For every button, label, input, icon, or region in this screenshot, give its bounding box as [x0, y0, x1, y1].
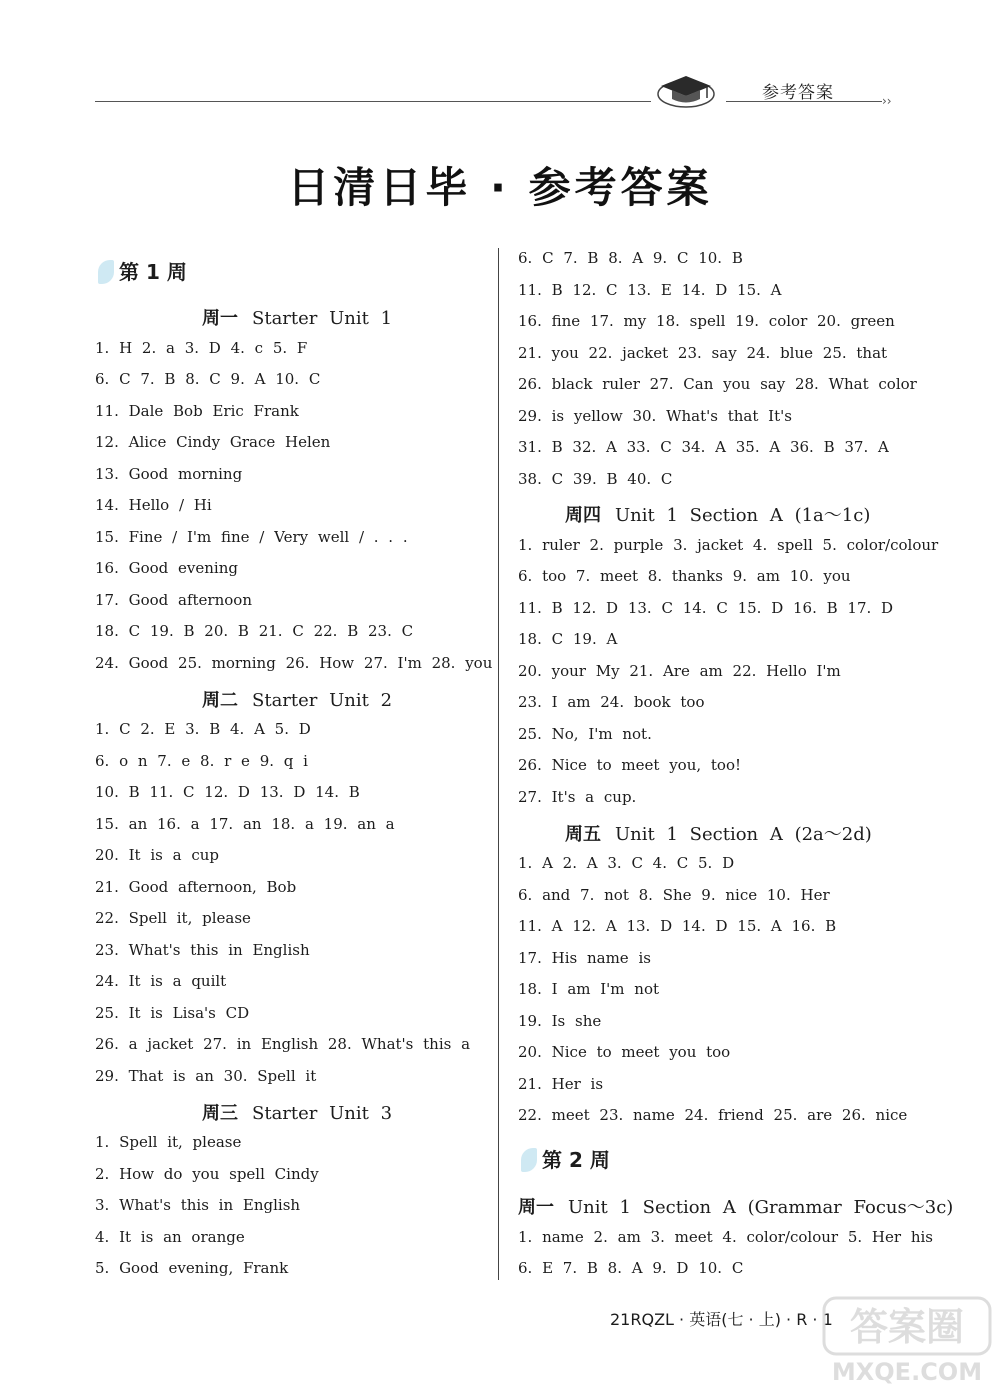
answer-line: 11. Dale Bob Eric Frank — [95, 402, 299, 420]
answer-line: 11. B 12. D 13. C 14. C 15. D 16. B 17. D — [518, 599, 894, 617]
unit-label: Starter Unit 1 — [252, 308, 393, 329]
answer-line: 18. I am I'm not — [518, 980, 660, 998]
day-label: 周一 — [518, 1197, 554, 1218]
answer-line: 21. you 22. jacket 23. say 24. blue 25. that — [518, 344, 888, 362]
answer-line: 22. meet 23. name 24. friend 25. are 26. nice — [518, 1106, 908, 1124]
unit-label: Unit 1 Section A (2a～2d) — [615, 824, 872, 845]
answer-line: 1. ruler 2. purple 3. jacket 4. spell 5. color/colour — [518, 536, 939, 554]
section-heading — [202, 304, 392, 330]
answer-line: 29. is yellow 30. What's that It's — [518, 407, 792, 425]
answer-line: 25. It is Lisa's CD — [95, 1004, 250, 1022]
watermark-logo — [822, 1296, 992, 1386]
answer-line: 2. How do you spell Cindy — [95, 1165, 319, 1183]
section-heading — [518, 1193, 953, 1219]
answer-line: 26. black ruler 27. Can you say 28. What color — [518, 375, 917, 393]
section-heading — [202, 686, 392, 712]
week-2-label: 第 2 周 — [542, 1148, 610, 1172]
day-label: 周五 — [565, 824, 601, 845]
answer-line: 1. C 2. E 3. B 4. A 5. D — [95, 720, 311, 738]
answer-line: 38. C 39. B 40. C — [518, 470, 673, 488]
answer-line: 15. an 16. a 17. an 18. a 19. an a — [95, 815, 395, 833]
answer-line: 12. Alice Cindy Grace Helen — [95, 433, 331, 451]
page-title: 日清日毕 · 参考答案 — [287, 163, 713, 212]
answer-line: 24. It is a quilt — [95, 972, 227, 990]
answer-line: 3. What's this in English — [95, 1196, 301, 1214]
answer-line: 6. C 7. B 8. C 9. A 10. C — [95, 370, 321, 388]
answer-line: 20. Nice to meet you too — [518, 1043, 731, 1061]
answer-line: 13. Good morning — [95, 465, 243, 483]
week-1-label: 第 1 周 — [119, 260, 187, 284]
answer-line: 17. Good afternoon — [95, 591, 252, 609]
leaf-icon — [521, 1148, 537, 1172]
answer-line: 1. Spell it, please — [95, 1133, 242, 1151]
watermark-text: 答案圈 — [849, 1305, 965, 1349]
answer-line: 10. B 11. C 12. D 13. D 14. B — [95, 783, 360, 801]
answer-line: 31. B 32. A 33. C 34. A 35. A 36. B 37. A — [518, 438, 889, 456]
section-heading — [565, 501, 870, 527]
week-1-heading — [98, 256, 187, 285]
page-footer: 21RQZL · 英语(七 · 上) · R · 1 — [610, 1310, 833, 1329]
header-rule-left — [95, 101, 651, 102]
section-heading — [565, 820, 872, 846]
answer-line: 19. Is she — [518, 1012, 602, 1030]
answer-line: 21. Her is — [518, 1075, 604, 1093]
answer-line: 21. Good afternoon, Bob — [95, 878, 297, 896]
leaf-icon — [98, 260, 114, 284]
unit-label: Starter Unit 3 — [252, 1103, 393, 1124]
answer-line: 29. That is an 30. Spell it — [95, 1067, 317, 1085]
week-2-heading — [521, 1144, 610, 1173]
answer-line: 16. Good evening — [95, 559, 238, 577]
answer-line: 20. your My 21. Are am 22. Hello I'm — [518, 662, 841, 680]
header-title: 参考答案 — [762, 83, 834, 103]
answer-line: 26. a jacket 27. in English 28. What's this a — [95, 1035, 471, 1053]
answer-line: 1. H 2. a 3. D 4. c 5. F — [95, 339, 308, 357]
answer-line: 18. C 19. A — [518, 630, 618, 648]
unit-label: Unit 1 Section A (1a～1c) — [615, 505, 871, 526]
answer-line: 22. Spell it, please — [95, 909, 251, 927]
day-label: 周二 — [202, 690, 238, 711]
answer-line: 6. C 7. B 8. A 9. C 10. B — [518, 249, 743, 267]
answer-line: 6. too 7. meet 8. thanks 9. am 10. you — [518, 567, 851, 585]
unit-label: Starter Unit 2 — [252, 690, 393, 711]
answer-line: 11. B 12. C 13. E 14. D 15. A — [518, 281, 782, 299]
day-label: 周一 — [202, 308, 238, 329]
day-label: 周四 — [565, 505, 601, 526]
answer-line: 1. A 2. A 3. C 4. C 5. D — [518, 854, 735, 872]
answer-line: 20. It is a cup — [95, 846, 219, 864]
watermark-url: MXQE.COM — [831, 1358, 983, 1386]
header-arrows: ›› — [882, 94, 892, 108]
answer-line: 27. It's a cup. — [518, 788, 637, 806]
answer-line: 6. and 7. not 8. She 9. nice 10. Her — [518, 886, 830, 904]
answer-line: 4. It is an orange — [95, 1228, 245, 1246]
answer-line: 6. o n 7. e 8. r e 9. q i — [95, 752, 308, 770]
answer-line: 6. E 7. B 8. A 9. D 10. C — [518, 1259, 744, 1277]
day-label: 周三 — [202, 1103, 238, 1124]
answer-line: 16. fine 17. my 18. spell 19. color 20. green — [518, 312, 895, 330]
answer-line: 24. Good 25. morning 26. How 27. I'm 28. you — [95, 654, 493, 672]
answer-line: 5. Good evening, Frank — [95, 1259, 289, 1277]
header-rule-right — [726, 101, 882, 102]
answer-line: 26. Nice to meet you, too! — [518, 756, 742, 774]
column-divider — [498, 248, 499, 1280]
answer-line: 15. Fine / I'm fine / Very well / . . . — [95, 528, 408, 546]
answer-line: 25. No, I'm not. — [518, 725, 652, 743]
graduation-cap-icon — [655, 70, 717, 110]
answer-line: 17. His name is — [518, 949, 651, 967]
answer-line: 18. C 19. B 20. B 21. C 22. B 23. C — [95, 622, 414, 640]
answer-line: 23. I am 24. book too — [518, 693, 705, 711]
answer-line: 11. A 12. A 13. D 14. D 15. A 16. B — [518, 917, 837, 935]
unit-label: Unit 1 Section A (Grammar Focus～3c) — [568, 1197, 954, 1218]
answer-line: 14. Hello / Hi — [95, 496, 212, 514]
answer-line: 23. What's this in English — [95, 941, 310, 959]
answer-line: 1. name 2. am 3. meet 4. color/colour 5. Her his — [518, 1228, 933, 1246]
section-heading — [202, 1099, 392, 1125]
